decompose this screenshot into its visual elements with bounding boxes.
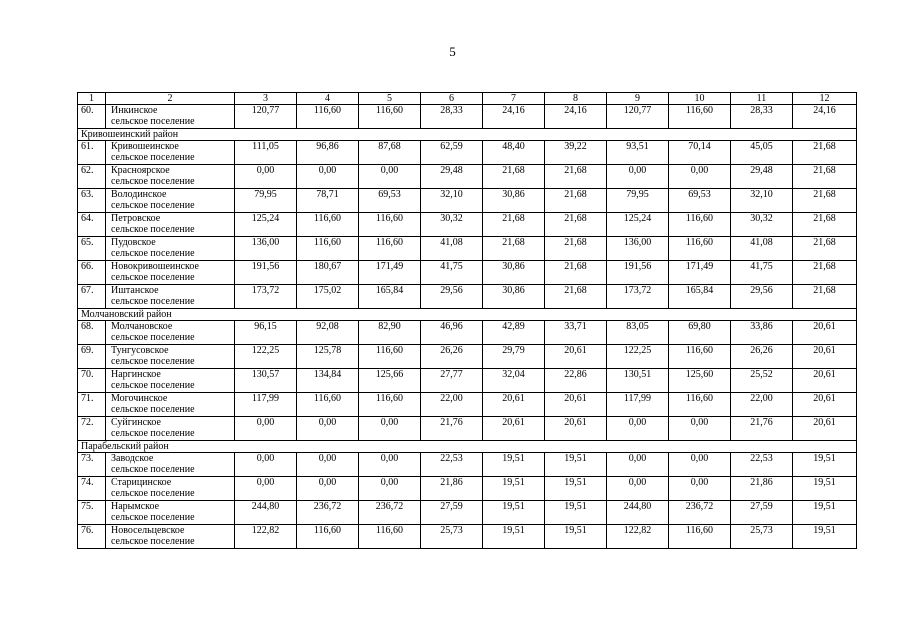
value-cell: 30,86 [483,189,545,213]
value-cell: 21,68 [793,165,857,189]
settlement-name-cell [106,261,235,285]
value-cell: 29,79 [483,345,545,369]
column-header: 4 [297,93,359,105]
settlement-type: сельское поселение [111,428,195,439]
value-cell: 42,89 [483,321,545,345]
value-cell: 20,61 [483,417,545,441]
value-cell: 33,71 [545,321,607,345]
value-cell: 29,48 [421,165,483,189]
column-header: 6 [421,93,483,105]
value-cell: 0,00 [607,453,669,477]
value-cell: 21,68 [545,237,607,261]
settlement-type: сельское поселение [111,116,195,127]
settlement-name-cell [106,525,235,549]
district-header-row [78,441,857,453]
value-cell: 21,76 [731,417,793,441]
row-number: 66. [78,261,106,285]
value-cell: 116,60 [359,105,421,129]
value-cell: 70,14 [669,141,731,165]
value-cell: 29,56 [421,285,483,309]
row-number: 73. [78,453,106,477]
settlement-name-cell [106,393,235,417]
value-cell: 116,60 [669,525,731,549]
value-cell: 69,53 [359,189,421,213]
value-cell: 116,60 [359,393,421,417]
settlement-name-cell [106,285,235,309]
value-cell: 125,66 [359,369,421,393]
value-cell: 0,00 [607,477,669,501]
value-cell: 29,48 [731,165,793,189]
column-header: 3 [235,93,297,105]
settlement-type: сельское поселение [111,356,195,367]
settlement-type: сельское поселение [111,248,195,259]
table-row [78,285,857,309]
value-cell: 130,51 [607,369,669,393]
settlement-name: Тунгусовское [111,345,169,356]
table-row [78,417,857,441]
settlement-name-cell [106,477,235,501]
value-cell: 32,10 [421,189,483,213]
value-cell: 19,51 [545,453,607,477]
value-cell: 30,32 [731,213,793,237]
value-cell: 171,49 [669,261,731,285]
value-cell: 19,51 [793,477,857,501]
row-number: 74. [78,477,106,501]
row-number: 60. [78,105,106,129]
value-cell: 116,60 [669,393,731,417]
row-number: 62. [78,165,106,189]
value-cell: 21,68 [483,213,545,237]
value-cell: 48,40 [483,141,545,165]
value-cell: 175,02 [297,285,359,309]
value-cell: 79,95 [607,189,669,213]
value-cell: 20,61 [545,393,607,417]
settlement-name: Красноярское [111,165,170,176]
column-header: 2 [106,93,235,105]
value-cell: 173,72 [235,285,297,309]
value-cell: 69,53 [669,189,731,213]
value-cell: 116,60 [669,237,731,261]
settlement-type: сельское поселение [111,332,195,343]
row-number: 65. [78,237,106,261]
value-cell: 0,00 [297,165,359,189]
settlement-name: Заводское [111,453,154,464]
value-cell: 111,05 [235,141,297,165]
settlement-name: Володинское [111,189,167,200]
settlement-name-cell [106,369,235,393]
settlement-name: Петровское [111,213,161,224]
value-cell: 19,51 [483,477,545,501]
settlement-type: сельское поселение [111,152,195,163]
table-row [78,393,857,417]
settlement-type: сельское поселение [111,224,195,235]
value-cell: 46,96 [421,321,483,345]
value-cell: 27,59 [421,501,483,525]
settlement-name-cell [106,501,235,525]
value-cell: 0,00 [297,477,359,501]
value-cell: 41,75 [731,261,793,285]
row-number: 64. [78,213,106,237]
row-number: 72. [78,417,106,441]
district-header-row [78,309,857,321]
value-cell: 0,00 [607,417,669,441]
value-cell: 136,00 [607,237,669,261]
value-cell: 21,68 [545,165,607,189]
value-cell: 20,61 [483,393,545,417]
value-cell: 24,16 [545,105,607,129]
settlement-name: Могочинское [111,393,168,404]
value-cell: 22,00 [421,393,483,417]
value-cell: 28,33 [421,105,483,129]
value-cell: 0,00 [669,165,731,189]
row-number: 69. [78,345,106,369]
settlement-type: сельское поселение [111,296,195,307]
value-cell: 87,68 [359,141,421,165]
value-cell: 116,60 [297,525,359,549]
column-header: 11 [731,93,793,105]
settlement-name-cell [106,453,235,477]
value-cell: 41,08 [731,237,793,261]
value-cell: 19,51 [545,501,607,525]
value-cell: 22,53 [731,453,793,477]
value-cell: 0,00 [235,417,297,441]
value-cell: 122,25 [607,345,669,369]
value-cell: 21,68 [793,213,857,237]
table-row [78,261,857,285]
value-cell: 25,73 [731,525,793,549]
value-cell: 30,86 [483,261,545,285]
value-cell: 19,51 [483,525,545,549]
value-cell: 22,00 [731,393,793,417]
settlement-type: сельское поселение [111,488,195,499]
value-cell: 79,95 [235,189,297,213]
settlement-name-cell [106,417,235,441]
value-cell: 22,86 [545,369,607,393]
value-cell: 20,61 [793,345,857,369]
value-cell: 134,84 [297,369,359,393]
row-number: 70. [78,369,106,393]
value-cell: 21,68 [483,165,545,189]
table-row [78,501,857,525]
value-cell: 0,00 [235,453,297,477]
value-cell: 41,75 [421,261,483,285]
value-cell: 21,68 [793,285,857,309]
column-header: 10 [669,93,731,105]
value-cell: 116,60 [297,213,359,237]
value-cell: 116,60 [297,393,359,417]
value-cell: 0,00 [235,477,297,501]
value-cell: 0,00 [235,165,297,189]
row-number: 71. [78,393,106,417]
table-body [78,93,857,549]
value-cell: 93,51 [607,141,669,165]
value-cell: 82,90 [359,321,421,345]
value-cell: 116,60 [669,345,731,369]
value-cell: 21,68 [793,261,857,285]
settlement-name: Молчановское [111,321,173,332]
value-cell: 244,80 [235,501,297,525]
row-number: 75. [78,501,106,525]
column-header: 12 [793,93,857,105]
settlement-type: сельское поселение [111,272,195,283]
column-header: 9 [607,93,669,105]
settlement-name: Иштанское [111,285,159,296]
row-number: 76. [78,525,106,549]
settlement-name: Старицинское [111,477,172,488]
value-cell: 122,82 [235,525,297,549]
settlement-name: Кривошеинское [111,141,179,152]
settlement-type: сельское поселение [111,404,195,415]
table-row [78,189,857,213]
value-cell: 244,80 [607,501,669,525]
value-cell: 21,68 [545,285,607,309]
value-cell: 0,00 [669,417,731,441]
settlement-name: Нарымское [111,501,160,512]
value-cell: 26,26 [731,345,793,369]
value-cell: 24,16 [793,105,857,129]
value-cell: 19,51 [545,477,607,501]
value-cell: 19,51 [793,501,857,525]
table-row [78,369,857,393]
value-cell: 236,72 [669,501,731,525]
value-cell: 21,68 [793,237,857,261]
column-header: 5 [359,93,421,105]
value-cell: 96,15 [235,321,297,345]
data-table [77,92,857,549]
value-cell: 39,22 [545,141,607,165]
value-cell: 130,57 [235,369,297,393]
district-header-row [78,129,857,141]
value-cell: 33,86 [731,321,793,345]
settlement-name-cell [106,105,235,129]
table-row [78,525,857,549]
value-cell: 96,86 [297,141,359,165]
settlement-name: Наргинское [111,369,161,380]
value-cell: 122,25 [235,345,297,369]
value-cell: 21,68 [545,213,607,237]
value-cell: 20,61 [545,345,607,369]
value-cell: 25,52 [731,369,793,393]
settlement-type: сельское поселение [111,380,195,391]
table-row [78,345,857,369]
row-number: 63. [78,189,106,213]
value-cell: 116,60 [359,345,421,369]
value-cell: 236,72 [297,501,359,525]
value-cell: 29,56 [731,285,793,309]
value-cell: 117,99 [235,393,297,417]
value-cell: 0,00 [669,477,731,501]
value-cell: 236,72 [359,501,421,525]
value-cell: 125,24 [607,213,669,237]
value-cell: 27,77 [421,369,483,393]
value-cell: 62,59 [421,141,483,165]
settlement-name: Пудовское [111,237,156,248]
value-cell: 20,61 [793,321,857,345]
settlement-name: Инкинское [111,105,158,116]
value-cell: 24,16 [483,105,545,129]
row-number: 68. [78,321,106,345]
settlement-name: Новокривошеинское [111,261,199,272]
value-cell: 45,05 [731,141,793,165]
value-cell: 191,56 [235,261,297,285]
table-row [78,141,857,165]
value-cell: 19,51 [483,453,545,477]
value-cell: 21,68 [793,141,857,165]
column-header: 1 [78,93,106,105]
value-cell: 20,61 [793,369,857,393]
value-cell: 0,00 [359,477,421,501]
value-cell: 116,60 [297,237,359,261]
value-cell: 125,60 [669,369,731,393]
district-label: Парабельский район [78,441,857,453]
value-cell: 0,00 [297,417,359,441]
column-header: 8 [545,93,607,105]
value-cell: 0,00 [607,165,669,189]
settlement-type: сельское поселение [111,512,195,523]
value-cell: 191,56 [607,261,669,285]
value-cell: 20,61 [793,393,857,417]
table-row [78,165,857,189]
value-cell: 78,71 [297,189,359,213]
settlement-name: Новосельцевское [111,525,185,536]
table-row [78,453,857,477]
header-row [78,93,857,105]
value-cell: 30,86 [483,285,545,309]
value-cell: 0,00 [297,453,359,477]
value-cell: 165,84 [359,285,421,309]
row-number: 61. [78,141,106,165]
value-cell: 116,60 [359,525,421,549]
value-cell: 117,99 [607,393,669,417]
value-cell: 21,68 [793,189,857,213]
settlement-name-cell [106,321,235,345]
table-row [78,105,857,129]
district-label: Кривошеинский район [78,129,857,141]
settlement-type: сельское поселение [111,536,195,547]
value-cell: 25,73 [421,525,483,549]
value-cell: 69,80 [669,321,731,345]
value-cell: 116,60 [669,213,731,237]
value-cell: 180,67 [297,261,359,285]
page-number: 5 [449,44,456,59]
value-cell: 0,00 [359,417,421,441]
value-cell: 41,08 [421,237,483,261]
settlement-type: сельское поселение [111,200,195,211]
value-cell: 32,10 [731,189,793,213]
value-cell: 116,60 [359,237,421,261]
value-cell: 125,78 [297,345,359,369]
value-cell: 125,24 [235,213,297,237]
column-header: 7 [483,93,545,105]
table-row [78,477,857,501]
value-cell: 20,61 [545,417,607,441]
value-cell: 20,61 [793,417,857,441]
settlement-name-cell [106,165,235,189]
district-label: Молчановский район [78,309,857,321]
value-cell: 19,51 [793,525,857,549]
value-cell: 21,86 [421,477,483,501]
value-cell: 116,60 [669,105,731,129]
value-cell: 0,00 [669,453,731,477]
value-cell: 28,33 [731,105,793,129]
settlement-type: сельское поселение [111,176,195,187]
table-row [78,237,857,261]
table-row [78,321,857,345]
value-cell: 21,68 [545,189,607,213]
value-cell: 136,00 [235,237,297,261]
settlement-name-cell [106,141,235,165]
value-cell: 0,00 [359,165,421,189]
value-cell: 21,68 [545,261,607,285]
value-cell: 116,60 [297,105,359,129]
value-cell: 22,53 [421,453,483,477]
settlement-name-cell [106,237,235,261]
value-cell: 83,05 [607,321,669,345]
value-cell: 19,51 [793,453,857,477]
value-cell: 116,60 [359,213,421,237]
settlement-name-cell [106,213,235,237]
value-cell: 122,82 [607,525,669,549]
value-cell: 26,26 [421,345,483,369]
settlement-type: сельское поселение [111,464,195,475]
value-cell: 21,76 [421,417,483,441]
value-cell: 32,04 [483,369,545,393]
value-cell: 171,49 [359,261,421,285]
value-cell: 19,51 [545,525,607,549]
value-cell: 165,84 [669,285,731,309]
value-cell: 21,68 [483,237,545,261]
value-cell: 21,86 [731,477,793,501]
settlement-name-cell [106,189,235,213]
value-cell: 27,59 [731,501,793,525]
value-cell: 30,32 [421,213,483,237]
value-cell: 120,77 [607,105,669,129]
value-cell: 0,00 [359,453,421,477]
settlement-name: Суйгинское [111,417,161,428]
row-number: 67. [78,285,106,309]
value-cell: 120,77 [235,105,297,129]
settlement-name-cell [106,345,235,369]
value-cell: 173,72 [607,285,669,309]
table-row [78,213,857,237]
value-cell: 19,51 [483,501,545,525]
value-cell: 92,08 [297,321,359,345]
